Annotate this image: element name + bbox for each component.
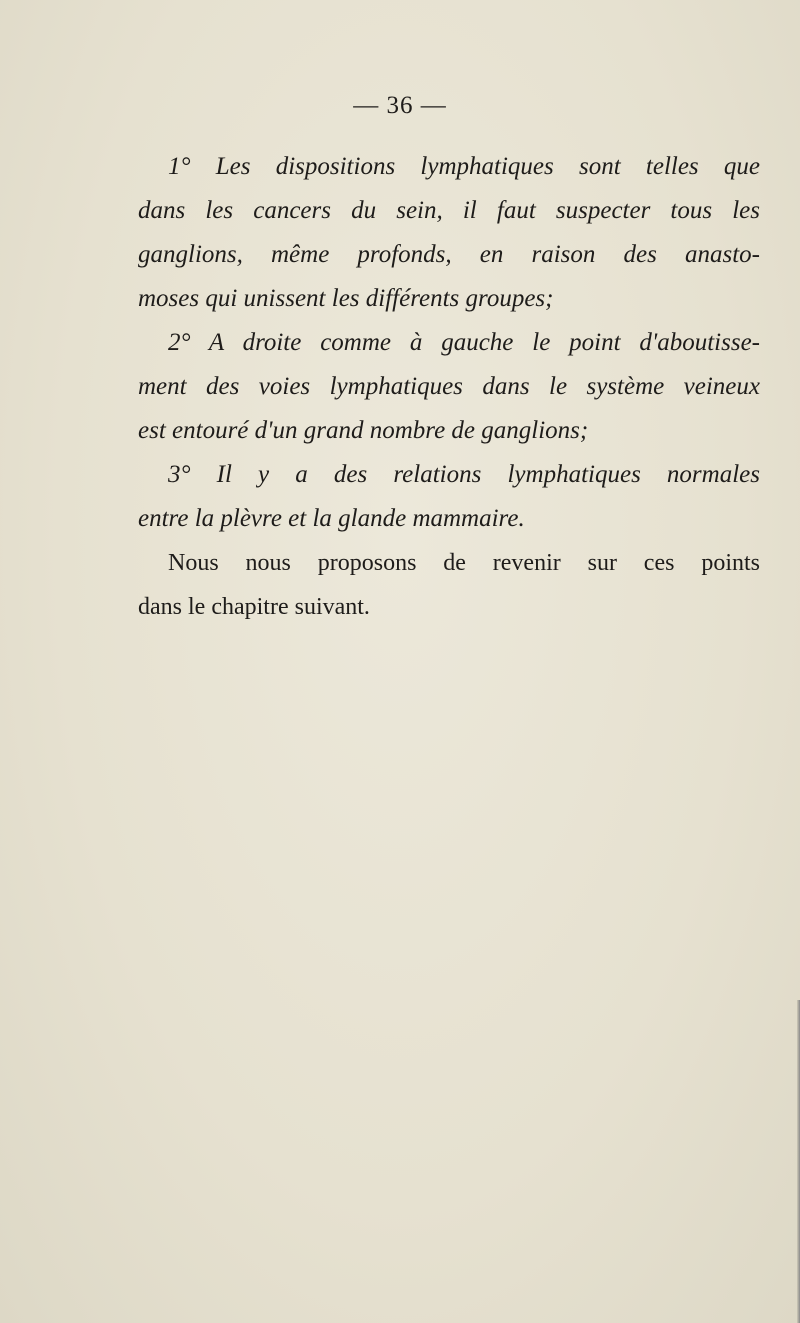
body-text xyxy=(138,145,760,629)
text-line: Nous nous proposons de revenir sur ces points xyxy=(168,550,760,576)
text-line: dans les cancers du sein, il faut suspecter tous les xyxy=(138,197,760,224)
text-line: ganglions, même profonds, en raison des anasto- xyxy=(138,241,760,268)
text-line: 3° Il y a des relations lymphatiques normales xyxy=(168,461,760,488)
page-number: — 36 — xyxy=(353,92,447,119)
text-line: est entouré d'un grand nombre de ganglions; xyxy=(138,417,589,444)
text-line: ment des voies lymphatiques dans le système veineux xyxy=(138,373,760,400)
text-line: entre la plèvre et la glande mammaire. xyxy=(138,505,525,532)
text-line: moses qui unissent les différents groupes; xyxy=(138,285,554,312)
text-line: 2° A droite comme à gauche le point d'aboutisse- xyxy=(168,329,760,356)
text-line: 1° Les dispositions lymphatiques sont telles que xyxy=(168,153,760,180)
text-line: dans le chapitre suivant. xyxy=(138,594,370,620)
